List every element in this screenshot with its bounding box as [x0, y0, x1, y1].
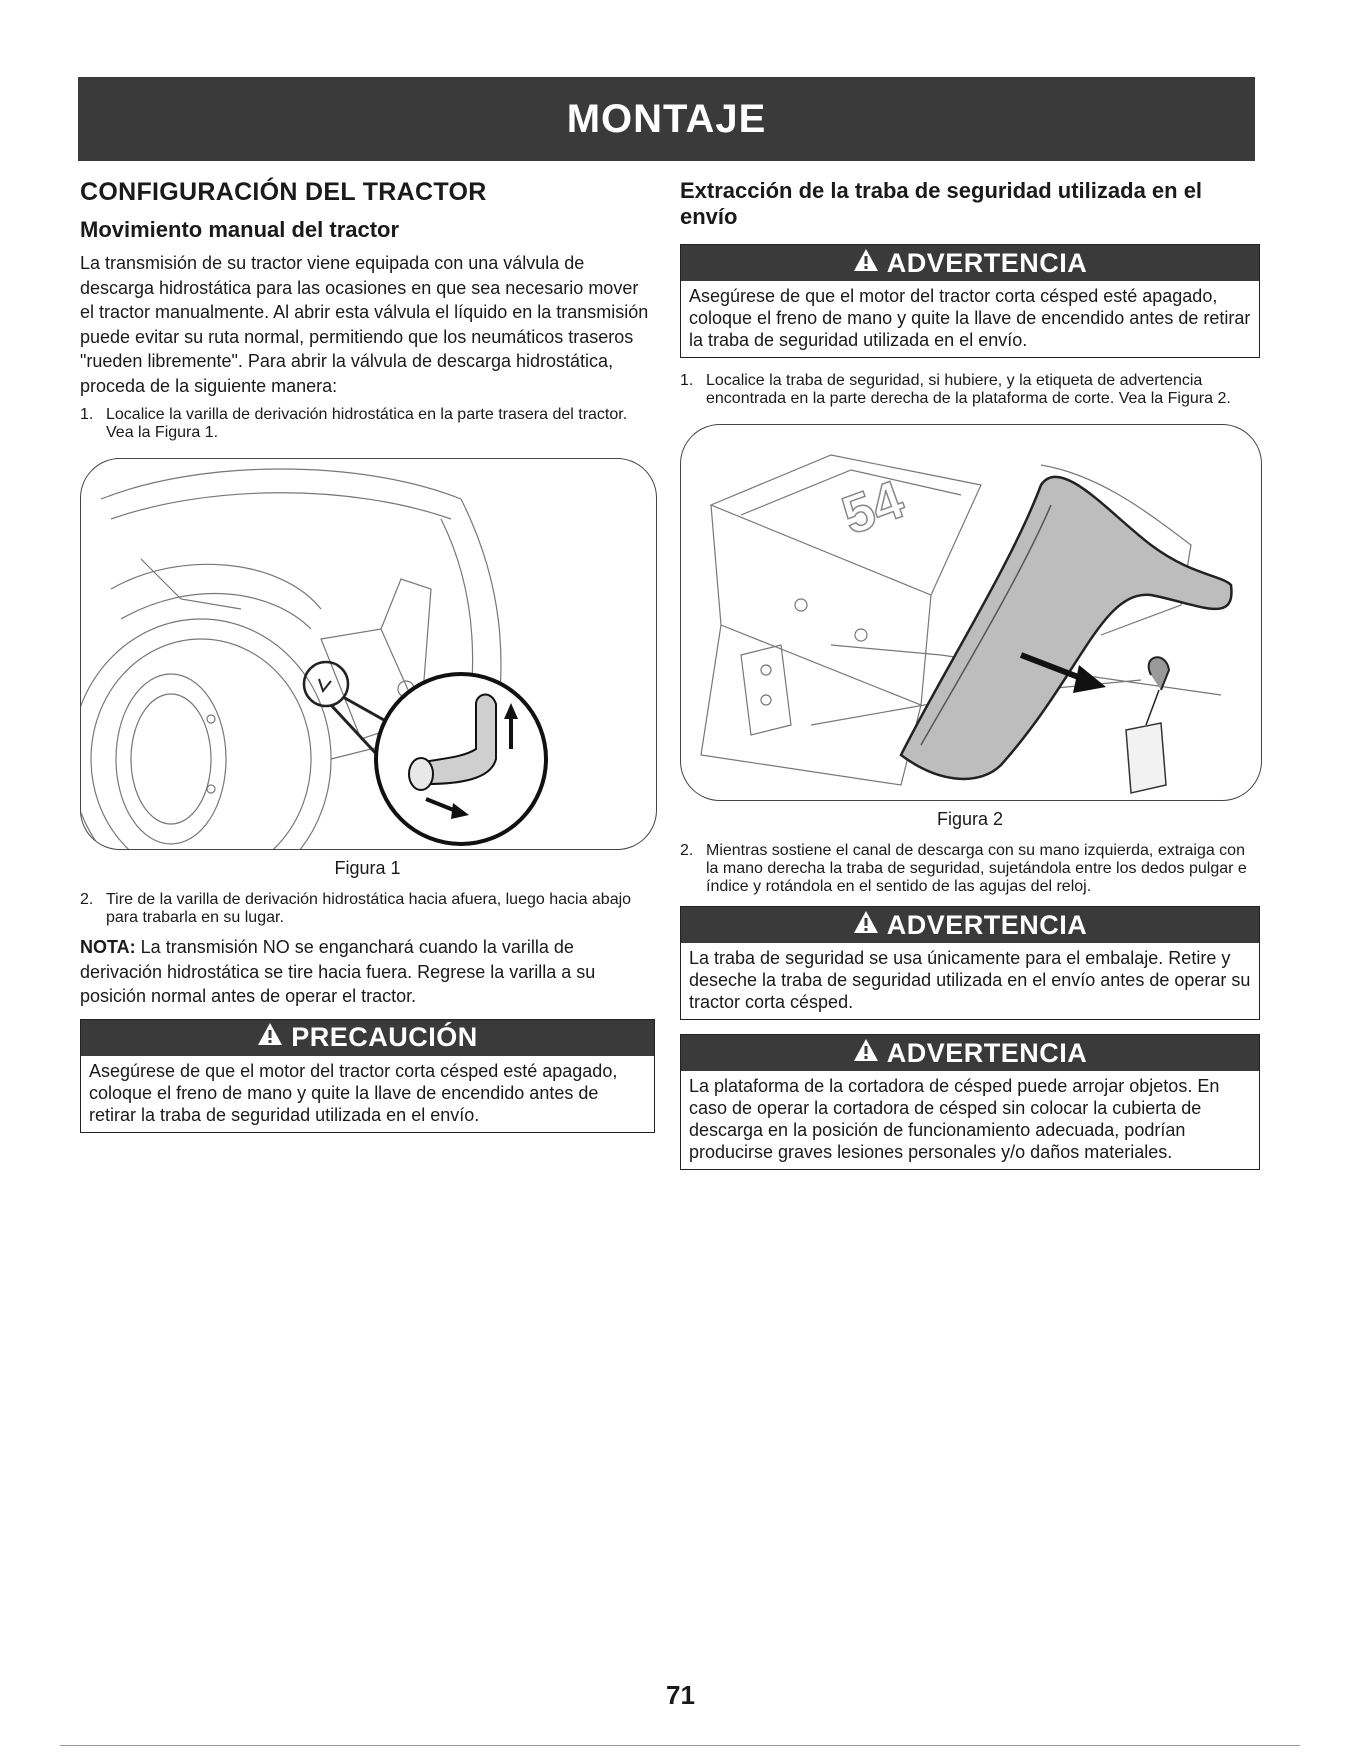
warning-triangle-icon: [853, 1038, 879, 1069]
warning-title: ADVERTENCIA: [886, 909, 1088, 940]
subsection-heading: Movimiento manual del tractor: [80, 217, 400, 242]
step-number: 1.: [680, 372, 694, 389]
warning-text: Asegúrese de que el motor del tractor corta césped esté apagado, coloque el freno de mano y quite la llave de encendido antes de retirar la traba de seguridad utilizada en el envío.: [689, 286, 1251, 350]
caution-header: [81, 1020, 654, 1056]
deck-size-label: 54: [834, 469, 912, 547]
warning-title: ADVERTENCIA: [886, 247, 1088, 278]
note-paragraph: [80, 935, 655, 1009]
warning-triangle-icon: [853, 248, 879, 279]
list-item: [680, 842, 1260, 896]
section-heading: CONFIGURACIÓN DEL TRACTOR: [80, 178, 487, 206]
list-item: [680, 372, 1260, 408]
note-text: La transmisión NO se enganchará cuando la varilla de derivación hidrostática se tire hacia fuera. Regrese la varilla a su posición normal antes de operar el tractor.: [80, 937, 596, 1006]
figure-2-illustration: [680, 424, 1262, 801]
step-number: 2.: [680, 842, 694, 859]
step-text: Tire de la varilla de derivación hidrostática hacia afuera, luego hacia abajo para trabarla en su lugar.: [106, 891, 632, 926]
figure-caption: Figura 1: [334, 858, 401, 878]
warning-box: [680, 906, 1260, 1020]
step-number: 1.: [80, 406, 94, 423]
figure-1-illustration: [80, 458, 657, 850]
warning-header: [681, 1035, 1259, 1071]
step-text: Localice la traba de seguridad, si hubiere, y la etiqueta de advertencia encontrada en la parte derecha de la plataforma de corte. Vea la Figura 2.: [706, 372, 1231, 407]
step-number: 2.: [80, 891, 94, 908]
intro-paragraph: La transmisión de su tractor viene equipada con una válvula de descarga hidrostática para las ocasiones en que sea necesario mover el tractor manualmente. Al abrir esta válvula el líquido en la transmisión puede evitar su ruta normal, permitiendo que los neumáticos traseros "rueden libremente". Para abrir la válvula de descarga hidrostática, proceda de la siguiente manera:: [80, 253, 649, 396]
footer-rule: [60, 1745, 1300, 1746]
note-label: NOTA:: [80, 937, 136, 957]
list-item: [80, 406, 655, 442]
warning-text: La plataforma de la cortadora de césped puede arrojar objetos. En caso de operar la cortadora de césped sin colocar la cubierta de descarga en la posición de funcionamiento adecuada, podrían producirse graves lesiones personales y/o daños materiales.: [689, 1076, 1220, 1162]
warning-text: La traba de seguridad se usa únicamente para el embalaje. Retire y deseche la traba de seguridad utilizada en el envío antes de operar su tractor corta césped.: [689, 948, 1251, 1012]
banner-title: MONTAJE: [566, 96, 767, 141]
caution-title: PRECAUCIÓN: [291, 1022, 478, 1052]
mower-deck-drawing: [681, 425, 1261, 800]
warning-triangle-icon: [257, 1022, 283, 1053]
warning-box: [680, 1034, 1260, 1170]
section-heading: Extracción de la traba de seguridad utilizada en el envío: [680, 178, 1203, 229]
warning-header: [681, 907, 1259, 943]
tractor-rear-drawing: [81, 459, 656, 849]
step-text: Mientras sostiene el canal de descarga con su mano izquierda, extraiga con la mano derecha la traba de seguridad, sujetándola entre los dedos pulgar e índice y rotándola en el sentido de las agujas del reloj.: [706, 842, 1247, 895]
caution-text: Asegúrese de que el motor del tractor corta césped esté apagado, coloque el freno de mano y quite la llave de encendido antes de retirar la traba de seguridad utilizada en el envío.: [89, 1060, 618, 1125]
caution-box: [80, 1019, 655, 1133]
left-column: [80, 178, 655, 1147]
warning-header: [681, 245, 1259, 281]
figure-caption: Figura 2: [936, 809, 1004, 829]
step-text: Localice la varilla de derivación hidrostática en la parte trasera del tractor. Vea la Figura 1.: [106, 406, 628, 441]
warning-title: ADVERTENCIA: [886, 1037, 1088, 1068]
list-item: [80, 891, 655, 927]
right-column: [680, 178, 1260, 1184]
warning-box: [680, 244, 1260, 358]
warning-triangle-icon: [853, 910, 879, 941]
page-number: 71: [666, 1680, 695, 1710]
section-banner: [78, 77, 1255, 161]
